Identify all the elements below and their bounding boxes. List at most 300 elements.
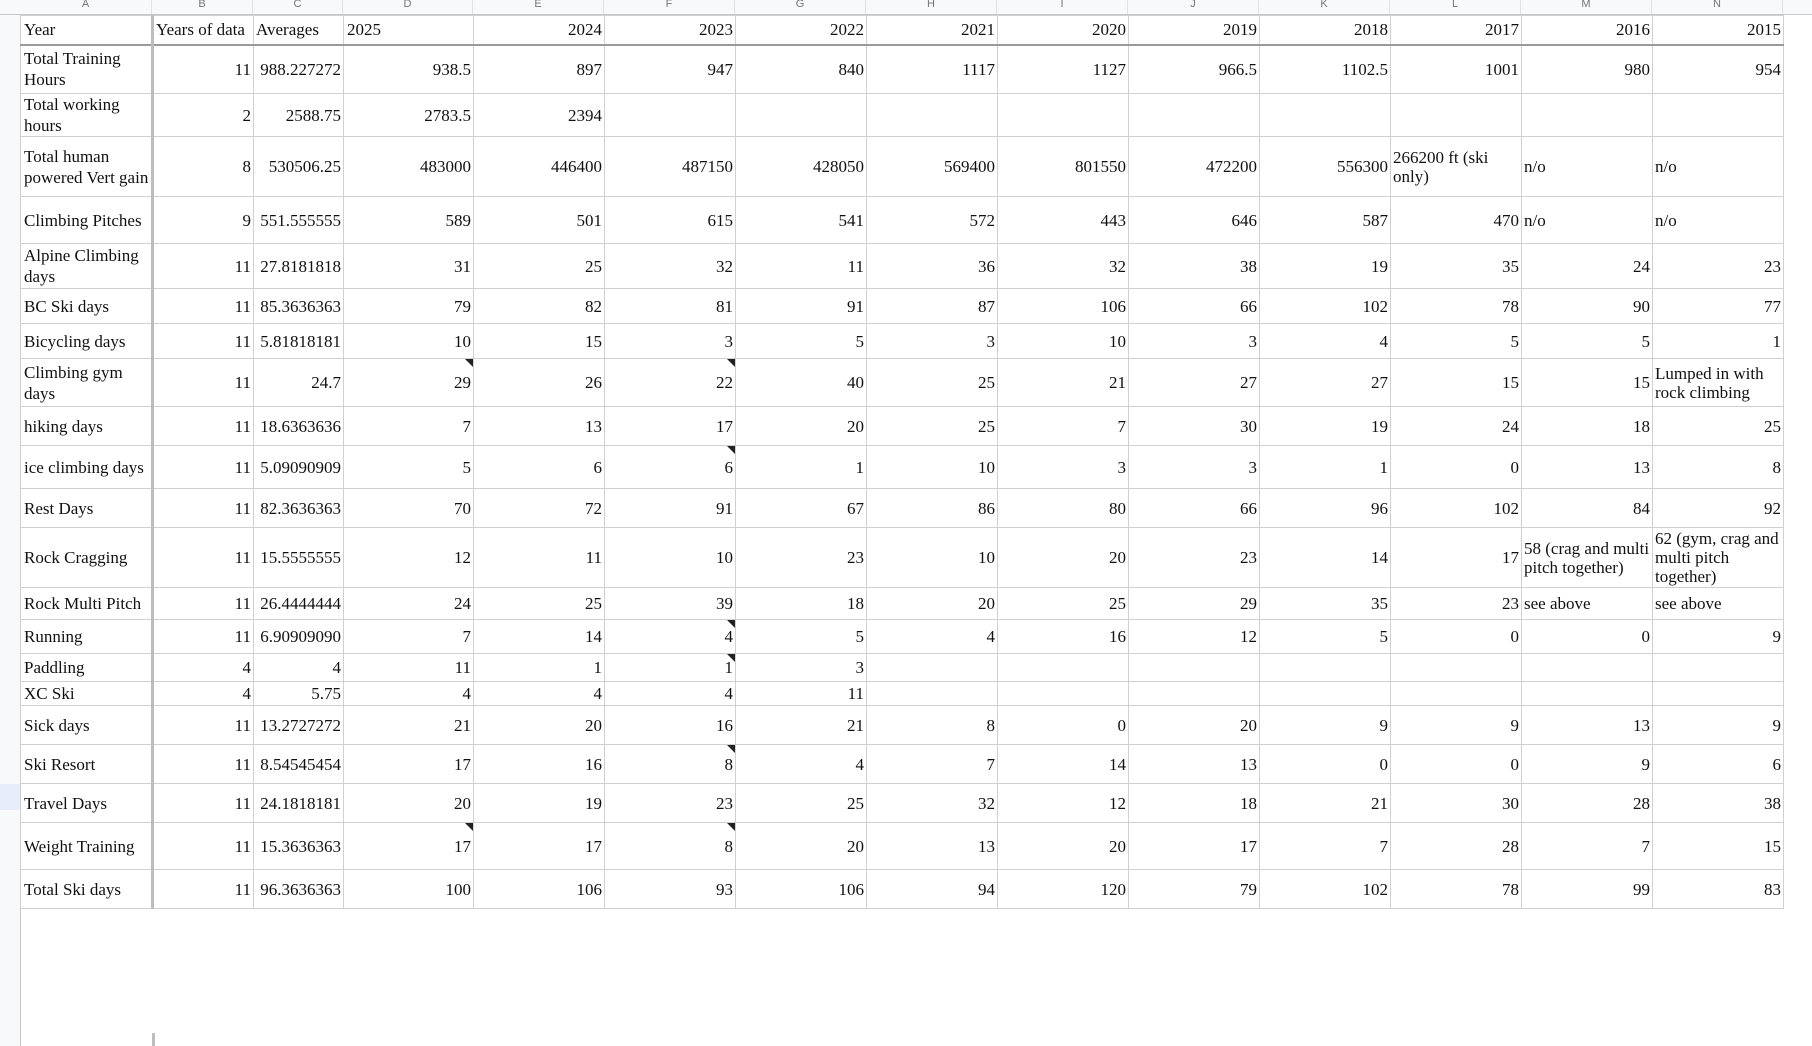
data-cell[interactable]: 27.8181818 xyxy=(254,244,344,289)
data-cell[interactable]: 85.3636363 xyxy=(254,289,344,324)
data-cell[interactable]: 15 xyxy=(1653,823,1784,870)
data-cell[interactable]: 7 xyxy=(1260,823,1391,870)
data-cell[interactable]: 17 xyxy=(344,745,474,784)
data-cell[interactable]: 25 xyxy=(867,407,998,446)
data-cell[interactable]: 20 xyxy=(998,823,1129,870)
data-cell[interactable] xyxy=(1391,654,1522,682)
data-cell[interactable]: 4 xyxy=(1260,324,1391,359)
data-cell[interactable]: 4 xyxy=(153,654,254,682)
data-cell[interactable]: 79 xyxy=(344,289,474,324)
data-cell[interactable]: 4 xyxy=(254,654,344,682)
data-cell[interactable]: 38 xyxy=(1653,784,1784,823)
data-cell[interactable]: see above xyxy=(1653,588,1784,620)
data-cell[interactable]: 4 xyxy=(605,682,736,706)
row-label-cell[interactable] xyxy=(21,94,153,137)
data-cell[interactable]: 21 xyxy=(998,359,1129,407)
data-cell[interactable]: n/o xyxy=(1653,197,1784,244)
column-letter-h[interactable]: H xyxy=(866,0,997,14)
row-label-cell[interactable] xyxy=(21,45,153,94)
data-cell[interactable]: 15.5555555 xyxy=(254,528,344,588)
data-cell[interactable]: 11 xyxy=(153,489,254,528)
data-cell[interactable]: 572 xyxy=(867,197,998,244)
data-cell[interactable]: 13 xyxy=(1129,745,1260,784)
data-cell[interactable]: 23 xyxy=(1129,528,1260,588)
data-cell[interactable]: 10 xyxy=(867,446,998,489)
data-cell[interactable]: 90 xyxy=(1522,289,1653,324)
data-cell[interactable]: 19 xyxy=(1260,244,1391,289)
data-cell[interactable]: 91 xyxy=(605,489,736,528)
data-cell[interactable]: 8 xyxy=(153,137,254,197)
data-cell[interactable]: 29 xyxy=(1129,588,1260,620)
data-cell[interactable]: 84 xyxy=(1522,489,1653,528)
data-cell[interactable] xyxy=(1653,654,1784,682)
data-cell[interactable]: 9 xyxy=(1653,620,1784,654)
data-cell[interactable]: 11 xyxy=(153,706,254,745)
row-label-cell[interactable] xyxy=(21,682,153,706)
data-cell[interactable]: 17 xyxy=(344,823,474,870)
data-cell[interactable]: 18 xyxy=(736,588,867,620)
data-cell[interactable]: 3 xyxy=(736,654,867,682)
data-cell[interactable] xyxy=(1129,682,1260,706)
data-cell[interactable]: 20 xyxy=(736,823,867,870)
data-cell[interactable]: 13 xyxy=(867,823,998,870)
data-cell[interactable]: 5.09090909 xyxy=(254,446,344,489)
data-cell[interactable]: 40 xyxy=(736,359,867,407)
data-cell[interactable]: 5 xyxy=(344,446,474,489)
data-cell[interactable]: 3 xyxy=(1129,446,1260,489)
data-cell[interactable]: 18 xyxy=(1129,784,1260,823)
data-cell[interactable]: 5 xyxy=(736,324,867,359)
data-cell[interactable]: 102 xyxy=(1260,870,1391,909)
header-cell[interactable]: 2024 xyxy=(474,16,605,45)
data-cell[interactable]: 99 xyxy=(1522,870,1653,909)
data-cell[interactable]: 9 xyxy=(1391,706,1522,745)
data-cell[interactable]: 472200 xyxy=(1129,137,1260,197)
data-cell[interactable]: 72 xyxy=(474,489,605,528)
data-cell[interactable]: 15.3636363 xyxy=(254,823,344,870)
data-cell[interactable] xyxy=(1260,682,1391,706)
data-cell[interactable]: 3 xyxy=(605,324,736,359)
data-cell[interactable]: 1 xyxy=(736,446,867,489)
data-cell[interactable]: 3 xyxy=(867,324,998,359)
data-cell[interactable]: 7 xyxy=(867,745,998,784)
data-cell[interactable]: 91 xyxy=(736,289,867,324)
data-cell[interactable]: 29 xyxy=(344,359,474,407)
data-cell[interactable]: 8 xyxy=(1653,446,1784,489)
data-cell[interactable]: 106 xyxy=(998,289,1129,324)
data-cell[interactable]: 966.5 xyxy=(1129,45,1260,94)
data-cell[interactable]: 81 xyxy=(605,289,736,324)
data-cell[interactable]: 16 xyxy=(998,620,1129,654)
data-cell[interactable]: 11 xyxy=(736,244,867,289)
data-cell[interactable]: 6 xyxy=(1653,745,1784,784)
data-cell[interactable]: 96.3636363 xyxy=(254,870,344,909)
data-cell[interactable]: 840 xyxy=(736,45,867,94)
data-cell[interactable]: 120 xyxy=(998,870,1129,909)
data-cell[interactable] xyxy=(1391,682,1522,706)
data-cell[interactable]: 6 xyxy=(474,446,605,489)
header-cell[interactable]: 2017 xyxy=(1391,16,1522,45)
data-cell[interactable]: 83 xyxy=(1653,870,1784,909)
row-label-cell[interactable] xyxy=(21,137,153,197)
data-cell[interactable]: 801550 xyxy=(998,137,1129,197)
data-cell[interactable] xyxy=(1653,682,1784,706)
data-cell[interactable]: 4 xyxy=(474,682,605,706)
data-cell[interactable]: 20 xyxy=(1129,706,1260,745)
row-label-cell[interactable] xyxy=(21,324,153,359)
data-cell[interactable]: 6.90909090 xyxy=(254,620,344,654)
data-cell[interactable]: 27 xyxy=(1260,359,1391,407)
data-cell[interactable] xyxy=(1260,654,1391,682)
data-cell[interactable]: 0 xyxy=(1391,446,1522,489)
data-cell[interactable]: 11 xyxy=(153,244,254,289)
data-cell[interactable]: 11 xyxy=(153,324,254,359)
column-letter-c[interactable]: C xyxy=(253,0,343,14)
data-cell[interactable]: 18 xyxy=(1522,407,1653,446)
data-cell[interactable]: 15 xyxy=(1522,359,1653,407)
data-cell[interactable]: 23 xyxy=(1391,588,1522,620)
data-cell[interactable]: 4 xyxy=(605,620,736,654)
data-cell[interactable]: see above xyxy=(1522,588,1653,620)
data-cell[interactable]: 2588.75 xyxy=(254,94,344,137)
header-cell[interactable]: 2019 xyxy=(1129,16,1260,45)
data-cell[interactable]: 20 xyxy=(736,407,867,446)
data-cell[interactable] xyxy=(1653,94,1784,137)
data-cell[interactable]: 9 xyxy=(153,197,254,244)
data-cell[interactable]: 25 xyxy=(736,784,867,823)
data-cell[interactable]: 36 xyxy=(867,244,998,289)
row-label-cell[interactable] xyxy=(21,244,153,289)
data-cell[interactable]: 16 xyxy=(474,745,605,784)
data-cell[interactable]: 23 xyxy=(736,528,867,588)
data-cell[interactable]: 35 xyxy=(1260,588,1391,620)
data-cell[interactable]: 11 xyxy=(344,654,474,682)
data-cell[interactable]: 4 xyxy=(344,682,474,706)
data-cell[interactable]: 32 xyxy=(605,244,736,289)
data-cell[interactable] xyxy=(998,654,1129,682)
data-cell[interactable]: 87 xyxy=(867,289,998,324)
data-cell[interactable]: 102 xyxy=(1391,489,1522,528)
data-cell[interactable]: 31 xyxy=(344,244,474,289)
data-cell[interactable]: 10 xyxy=(605,528,736,588)
data-cell[interactable]: 82.3636363 xyxy=(254,489,344,528)
data-cell[interactable]: 1 xyxy=(1260,446,1391,489)
data-cell[interactable]: 86 xyxy=(867,489,998,528)
data-cell[interactable]: 0 xyxy=(1260,745,1391,784)
data-cell[interactable]: 18.6363636 xyxy=(254,407,344,446)
data-cell[interactable]: 25 xyxy=(1653,407,1784,446)
data-cell[interactable]: 66 xyxy=(1129,289,1260,324)
data-cell[interactable]: 11 xyxy=(153,407,254,446)
data-cell[interactable]: 2 xyxy=(153,94,254,137)
header-cell[interactable]: 2016 xyxy=(1522,16,1653,45)
header-cell-year[interactable]: Year xyxy=(21,16,153,45)
data-cell[interactable]: 10 xyxy=(344,324,474,359)
header-cell[interactable]: 2023 xyxy=(605,16,736,45)
data-cell[interactable]: 11 xyxy=(474,528,605,588)
data-cell[interactable]: 19 xyxy=(474,784,605,823)
data-cell[interactable]: 587 xyxy=(1260,197,1391,244)
data-cell[interactable]: 266200 ft (ski only) xyxy=(1391,137,1522,197)
row-label-cell[interactable] xyxy=(21,823,153,870)
data-cell[interactable]: 646 xyxy=(1129,197,1260,244)
data-cell[interactable]: 27 xyxy=(1129,359,1260,407)
data-cell[interactable] xyxy=(736,94,867,137)
row-label-cell[interactable] xyxy=(21,654,153,682)
data-cell[interactable]: 21 xyxy=(344,706,474,745)
data-cell[interactable]: 20 xyxy=(998,528,1129,588)
data-cell[interactable]: 11 xyxy=(153,289,254,324)
data-cell[interactable]: 8 xyxy=(605,823,736,870)
row-label-cell[interactable] xyxy=(21,745,153,784)
data-cell[interactable]: 14 xyxy=(998,745,1129,784)
data-cell[interactable]: 11 xyxy=(153,588,254,620)
row-label-cell[interactable] xyxy=(21,784,153,823)
data-cell[interactable] xyxy=(1522,94,1653,137)
data-cell[interactable]: 615 xyxy=(605,197,736,244)
data-cell[interactable]: 7 xyxy=(1522,823,1653,870)
data-cell[interactable]: 7 xyxy=(344,620,474,654)
row-label-cell[interactable] xyxy=(21,407,153,446)
data-cell[interactable]: 4 xyxy=(736,745,867,784)
data-cell[interactable]: 96 xyxy=(1260,489,1391,528)
data-cell[interactable]: 28 xyxy=(1522,784,1653,823)
data-cell[interactable]: 17 xyxy=(605,407,736,446)
data-cell[interactable] xyxy=(605,94,736,137)
data-cell[interactable]: 7 xyxy=(998,407,1129,446)
data-cell[interactable]: 556300 xyxy=(1260,137,1391,197)
data-cell[interactable]: n/o xyxy=(1522,137,1653,197)
data-cell[interactable]: 78 xyxy=(1391,289,1522,324)
data-cell[interactable] xyxy=(867,682,998,706)
data-cell[interactable]: 24 xyxy=(1391,407,1522,446)
data-cell[interactable]: 12 xyxy=(344,528,474,588)
column-letter-e[interactable]: E xyxy=(473,0,604,14)
header-cell[interactable]: 2022 xyxy=(736,16,867,45)
data-cell[interactable]: 106 xyxy=(474,870,605,909)
header-cell[interactable]: 2015 xyxy=(1653,16,1784,45)
data-cell[interactable]: 13 xyxy=(474,407,605,446)
data-cell[interactable]: 1 xyxy=(474,654,605,682)
row-label-cell[interactable] xyxy=(21,870,153,909)
data-cell[interactable]: n/o xyxy=(1653,137,1784,197)
data-cell[interactable]: 17 xyxy=(1391,528,1522,588)
data-cell[interactable]: 26 xyxy=(474,359,605,407)
data-cell[interactable]: 11 xyxy=(736,682,867,706)
data-cell[interactable]: 66 xyxy=(1129,489,1260,528)
data-cell[interactable]: 14 xyxy=(1260,528,1391,588)
data-cell[interactable]: 17 xyxy=(474,823,605,870)
row-label-cell[interactable] xyxy=(21,197,153,244)
data-cell[interactable]: 569400 xyxy=(867,137,998,197)
header-cell[interactable]: 2025 xyxy=(344,16,474,45)
data-cell[interactable]: 2783.5 xyxy=(344,94,474,137)
data-cell[interactable]: 8.54545454 xyxy=(254,745,344,784)
data-cell[interactable]: 100 xyxy=(344,870,474,909)
data-cell[interactable]: 11 xyxy=(153,784,254,823)
data-cell[interactable]: 483000 xyxy=(344,137,474,197)
data-cell[interactable]: 8 xyxy=(867,706,998,745)
data-cell[interactable]: 94 xyxy=(867,870,998,909)
header-cell[interactable]: 2021 xyxy=(867,16,998,45)
data-cell[interactable]: 24 xyxy=(1522,244,1653,289)
data-cell[interactable]: 13 xyxy=(1522,446,1653,489)
data-cell[interactable]: 9 xyxy=(1260,706,1391,745)
data-cell[interactable]: Lumped in with rock climbing xyxy=(1653,359,1784,407)
data-cell[interactable]: 12 xyxy=(998,784,1129,823)
header-cell[interactable]: Averages xyxy=(254,16,344,45)
data-cell[interactable]: 3 xyxy=(998,446,1129,489)
data-cell[interactable]: 13 xyxy=(1522,706,1653,745)
data-cell[interactable]: 551.555555 xyxy=(254,197,344,244)
data-cell[interactable]: n/o xyxy=(1522,197,1653,244)
data-cell[interactable]: 11 xyxy=(153,45,254,94)
data-cell[interactable]: 1 xyxy=(605,654,736,682)
data-cell[interactable]: 25 xyxy=(474,588,605,620)
data-cell[interactable] xyxy=(1129,94,1260,137)
data-cell[interactable]: 25 xyxy=(998,588,1129,620)
row-label-cell[interactable] xyxy=(21,620,153,654)
data-cell[interactable]: 0 xyxy=(1391,745,1522,784)
data-cell[interactable]: 25 xyxy=(867,359,998,407)
data-cell[interactable]: 30 xyxy=(1129,407,1260,446)
data-cell[interactable]: 28 xyxy=(1391,823,1522,870)
row-label-cell[interactable] xyxy=(21,446,153,489)
data-cell[interactable]: 24 xyxy=(344,588,474,620)
data-cell[interactable]: 470 xyxy=(1391,197,1522,244)
data-cell[interactable]: 487150 xyxy=(605,137,736,197)
header-cell[interactable]: 2020 xyxy=(998,16,1129,45)
data-cell[interactable]: 10 xyxy=(867,528,998,588)
data-cell[interactable]: 102 xyxy=(1260,289,1391,324)
row-label-cell[interactable] xyxy=(21,588,153,620)
row-label-cell[interactable] xyxy=(21,359,153,407)
data-cell[interactable]: 23 xyxy=(605,784,736,823)
data-cell[interactable]: 14 xyxy=(474,620,605,654)
data-cell[interactable] xyxy=(1391,94,1522,137)
data-cell[interactable]: 988.227272 xyxy=(254,45,344,94)
data-cell[interactable]: 82 xyxy=(474,289,605,324)
data-cell[interactable]: 1001 xyxy=(1391,45,1522,94)
data-cell[interactable]: 1127 xyxy=(998,45,1129,94)
data-cell[interactable]: 20 xyxy=(344,784,474,823)
column-letter-j[interactable]: J xyxy=(1128,0,1259,14)
data-cell[interactable]: 501 xyxy=(474,197,605,244)
data-cell[interactable]: 62 (gym, crag and multi pitch together) xyxy=(1653,528,1784,588)
data-cell[interactable]: 25 xyxy=(474,244,605,289)
data-cell[interactable]: 980 xyxy=(1522,45,1653,94)
data-cell[interactable]: 11 xyxy=(153,446,254,489)
data-cell[interactable]: 78 xyxy=(1391,870,1522,909)
data-cell[interactable]: 10 xyxy=(998,324,1129,359)
column-letter-i[interactable]: I xyxy=(997,0,1128,14)
data-cell[interactable]: 8 xyxy=(605,745,736,784)
data-cell[interactable] xyxy=(867,94,998,137)
column-letter-f[interactable]: F xyxy=(604,0,735,14)
data-cell[interactable]: 79 xyxy=(1129,870,1260,909)
data-cell[interactable]: 92 xyxy=(1653,489,1784,528)
data-cell[interactable]: 38 xyxy=(1129,244,1260,289)
data-cell[interactable]: 13.2727272 xyxy=(254,706,344,745)
data-cell[interactable]: 77 xyxy=(1653,289,1784,324)
data-cell[interactable]: 4 xyxy=(153,682,254,706)
data-cell[interactable]: 2394 xyxy=(474,94,605,137)
data-cell[interactable]: 1 xyxy=(1653,324,1784,359)
column-letter-g[interactable]: G xyxy=(735,0,866,14)
row-label-cell[interactable] xyxy=(21,528,153,588)
data-cell[interactable]: 5 xyxy=(1522,324,1653,359)
data-cell[interactable]: 589 xyxy=(344,197,474,244)
column-letter-k[interactable]: K xyxy=(1259,0,1390,14)
data-cell[interactable]: 67 xyxy=(736,489,867,528)
data-cell[interactable]: 530506.25 xyxy=(254,137,344,197)
data-cell[interactable] xyxy=(1522,654,1653,682)
data-cell[interactable]: 16 xyxy=(605,706,736,745)
data-cell[interactable]: 15 xyxy=(474,324,605,359)
data-cell[interactable]: 24.7 xyxy=(254,359,344,407)
data-cell[interactable]: 0 xyxy=(998,706,1129,745)
data-cell[interactable]: 93 xyxy=(605,870,736,909)
data-cell[interactable] xyxy=(998,94,1129,137)
row-label-cell[interactable] xyxy=(21,289,153,324)
data-cell[interactable]: 5.75 xyxy=(254,682,344,706)
data-cell[interactable]: 11 xyxy=(153,528,254,588)
row-label-cell[interactable] xyxy=(21,706,153,745)
data-cell[interactable]: 5 xyxy=(1391,324,1522,359)
column-letter-m[interactable]: M xyxy=(1521,0,1652,14)
data-cell[interactable]: 20 xyxy=(867,588,998,620)
data-cell[interactable]: 32 xyxy=(867,784,998,823)
data-cell[interactable]: 30 xyxy=(1391,784,1522,823)
data-cell[interactable]: 11 xyxy=(153,620,254,654)
data-cell[interactable]: 0 xyxy=(1391,620,1522,654)
data-cell[interactable]: 23 xyxy=(1653,244,1784,289)
data-cell[interactable] xyxy=(1260,94,1391,137)
data-cell[interactable]: 39 xyxy=(605,588,736,620)
data-cell[interactable]: 947 xyxy=(605,45,736,94)
header-cell[interactable]: Years of data xyxy=(153,16,254,45)
data-cell[interactable] xyxy=(1129,654,1260,682)
data-cell[interactable]: 80 xyxy=(998,489,1129,528)
data-cell[interactable]: 428050 xyxy=(736,137,867,197)
data-cell[interactable]: 17 xyxy=(1129,823,1260,870)
data-cell[interactable] xyxy=(867,654,998,682)
data-cell[interactable] xyxy=(1522,682,1653,706)
data-cell[interactable]: 5 xyxy=(1260,620,1391,654)
data-cell[interactable]: 11 xyxy=(153,359,254,407)
header-cell[interactable]: 2018 xyxy=(1260,16,1391,45)
data-cell[interactable]: 21 xyxy=(736,706,867,745)
data-cell[interactable]: 12 xyxy=(1129,620,1260,654)
data-cell[interactable]: 9 xyxy=(1653,706,1784,745)
data-cell[interactable]: 58 (crag and multi pitch together) xyxy=(1522,528,1653,588)
data-cell[interactable]: 897 xyxy=(474,45,605,94)
data-cell[interactable]: 6 xyxy=(605,446,736,489)
column-letter-b[interactable]: B xyxy=(152,0,253,14)
data-cell[interactable]: 32 xyxy=(998,244,1129,289)
data-cell[interactable]: 7 xyxy=(344,407,474,446)
data-cell[interactable]: 11 xyxy=(153,823,254,870)
data-cell[interactable]: 20 xyxy=(474,706,605,745)
data-cell[interactable]: 22 xyxy=(605,359,736,407)
data-cell[interactable] xyxy=(998,682,1129,706)
data-cell[interactable]: 106 xyxy=(736,870,867,909)
data-cell[interactable]: 15 xyxy=(1391,359,1522,407)
data-cell[interactable]: 446400 xyxy=(474,137,605,197)
data-cell[interactable]: 954 xyxy=(1653,45,1784,94)
data-cell[interactable]: 1102.5 xyxy=(1260,45,1391,94)
data-cell[interactable]: 11 xyxy=(153,870,254,909)
